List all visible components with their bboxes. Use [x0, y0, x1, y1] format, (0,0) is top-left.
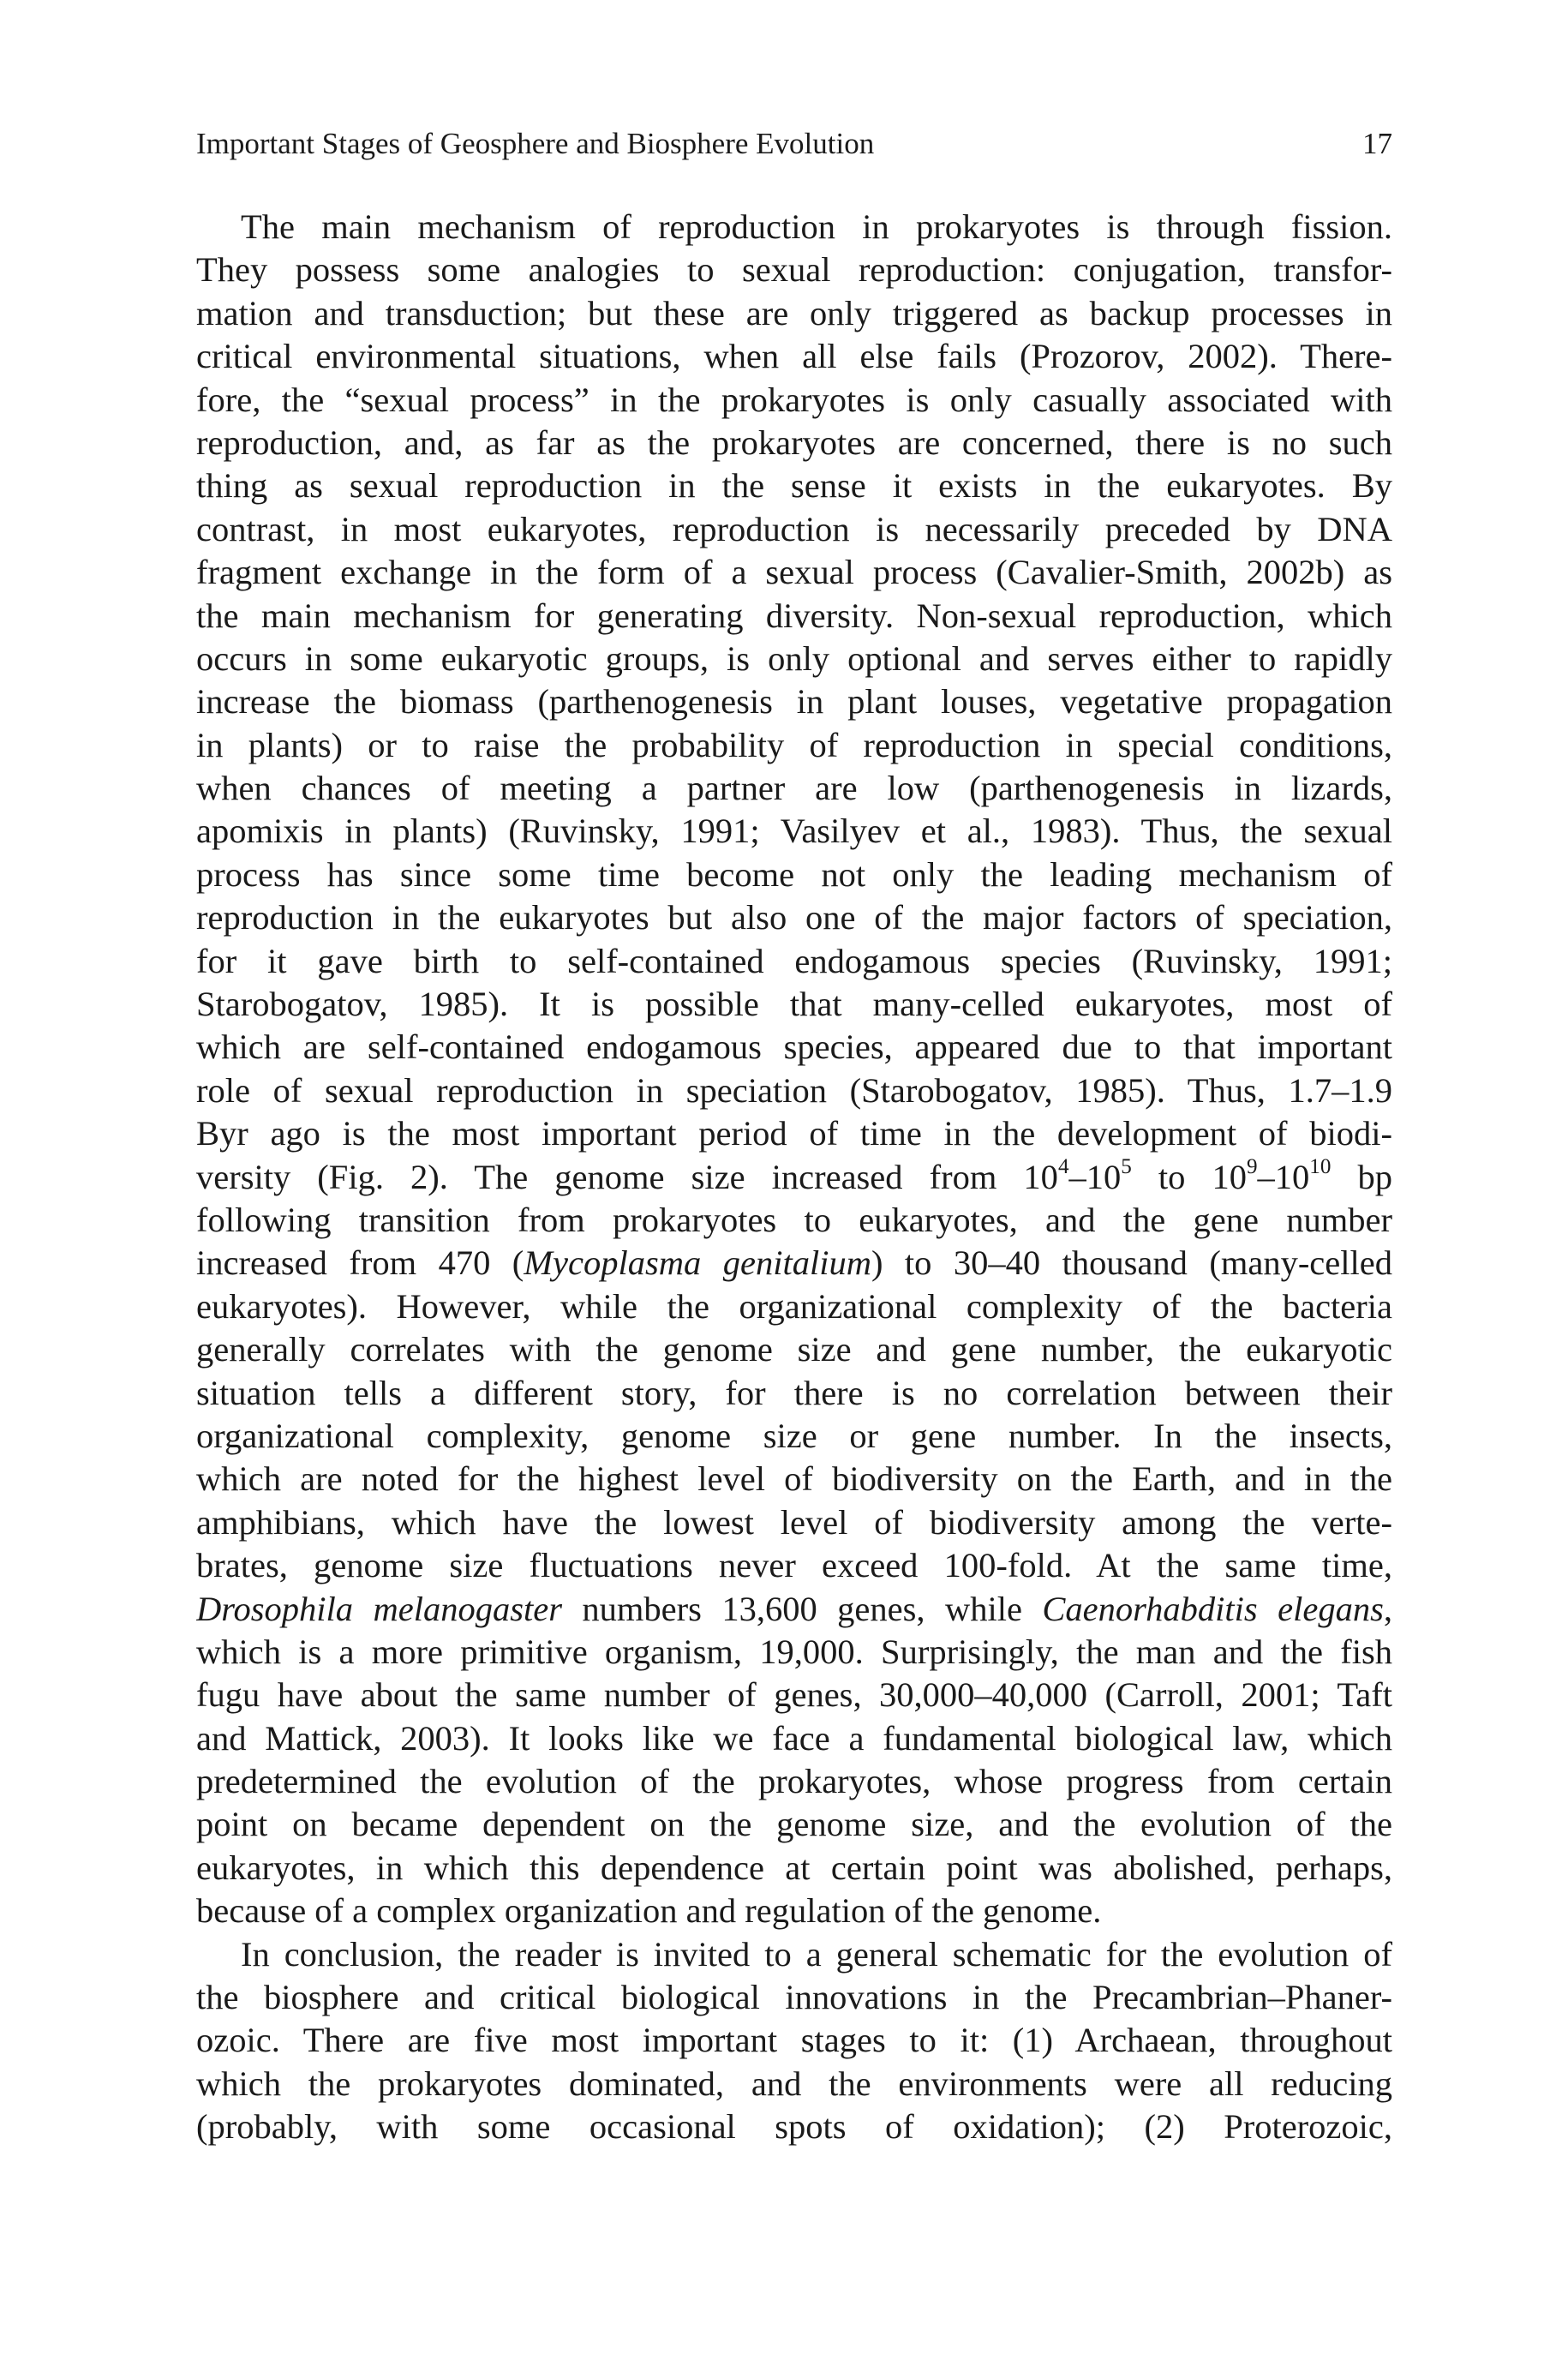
text-line: which are noted for the highest level of biodiversity on the Earth, and in the [196, 1459, 1392, 1499]
text-line: The main mechanism of reproduction in prokaryotes is through fission. [241, 207, 1392, 246]
text-line: when chances of meeting a partner are low (parthenogenesis in lizards, [196, 769, 1392, 808]
line-segment: –10 [1068, 1157, 1122, 1196]
text-line: apomixis in plants) (Ruvinsky, 1991; Vasilyev et al., 1983). Thus, the sexual [196, 812, 1392, 851]
text-line: In conclusion, the reader is invited to a general schematic for the evolution of [241, 1934, 1392, 1974]
text-line: which is a more primitive organism, 19,000. Surprisingly, the man and the fish [196, 1632, 1392, 1671]
text-line: amphibians, which have the lowest level of biodiversity among the verte- [196, 1502, 1392, 1542]
text-line: fugu have about the same number of genes, 30,000–40,000 (Carroll, 2001; Taft [196, 1675, 1392, 1715]
text-line: role of sexual reproduction in speciation (Starobogatov, 1985). Thus, 1.7–1.9 [196, 1070, 1392, 1110]
text-line: generally correlates with the genome size and gene number, the eukaryotic [196, 1330, 1392, 1369]
text-line: point on became dependent on the genome size, and the evolution of the [196, 1805, 1392, 1844]
superscript: 10 [1309, 1155, 1332, 1178]
text-line: for it gave birth to self-contained endogamous species (Ruvinsky, 1991; [196, 941, 1392, 980]
paragraph-end-line: because of a complex organization and regulation of the genome. [196, 1891, 1102, 1931]
text-line: the biosphere and critical biological innovations in the Precambrian–Phaner- [196, 1978, 1392, 2017]
text-line: and Mattick, 2003). It looks like we face a fundamental biological law, which [196, 1718, 1392, 1758]
text-line: which the prokaryotes dominated, and the environments were all reducing [196, 2064, 1392, 2103]
text-line: reproduction in the eukaryotes but also one of the major factors of speciation, [196, 898, 1392, 937]
text-line: occurs in some eukaryotic groups, is only optional and serves either to rapidly [196, 638, 1392, 678]
text-line: eukaryotes, in which this dependence at certain point was abolished, perhaps, [196, 1848, 1392, 1887]
species-name: Drosophila melanogaster [196, 1589, 562, 1628]
text-line: following transition from prokaryotes to eukaryotes, and the gene number [196, 1200, 1392, 1239]
text-line: Byr ago is the most important period of time in the development of biodi- [196, 1114, 1392, 1153]
text-line-species [196, 1588, 1392, 1631]
text-line: ozoic. There are five most important stages to it: (1) Archaean, throughout [196, 2021, 1392, 2060]
text-line: situation tells a different story, for there is no correlation between their [196, 1373, 1392, 1412]
body-text [196, 206, 1392, 2149]
line-segment: –10 [1257, 1157, 1310, 1196]
text-line: critical environmental situations, when all else fails (Prozorov, 2002). There- [196, 337, 1392, 376]
text-line-genome-size [196, 1156, 1392, 1199]
text-line: predetermined the evolution of the prokaryotes, whose progress from certain [196, 1762, 1392, 1801]
text-line: fore, the “sexual process” in the prokaryotes is only casually associated with [196, 380, 1392, 419]
text-line: the main mechanism for generating diversity. Non-sexual reproduction, which [196, 596, 1392, 635]
text-line-gene-number [196, 1242, 1392, 1285]
text-line: mation and transduction; but these are only triggered as backup processes in [196, 293, 1392, 332]
text-line: Starobogatov, 1985). It is possible that many-celled eukaryotes, most of [196, 985, 1392, 1024]
page-number: 17 [1362, 127, 1392, 160]
text-line: (probably, with some occasional spots of oxidation); (2) Proterozoic, [196, 2107, 1392, 2147]
superscript: 4 [1057, 1155, 1069, 1178]
line-segment: numbers 13,600 genes, while [561, 1589, 1043, 1628]
line-segment: to 10 [1131, 1157, 1247, 1196]
line-segment: ) to 30–40 thousand (many-celled [871, 1243, 1392, 1283]
text-line: reproduction, and, as far as the prokaryotes are concerned, there is no such [196, 422, 1392, 462]
text-line: increase the biomass (parthenogenesis in plant louses, vegetative propagation [196, 682, 1392, 722]
text-line: brates, genome size fluctuations never exceed 100-fold. At the same time, [196, 1546, 1392, 1585]
superscript: 5 [1121, 1155, 1132, 1178]
text-line: They possess some analogies to sexual reproduction: conjugation, transfor- [196, 250, 1392, 290]
line-segment: bp [1331, 1157, 1392, 1196]
running-title: Important Stages of Geosphere and Biosphere Evolution [196, 127, 875, 160]
species-name: Caenorhabditis elegans [1042, 1589, 1384, 1628]
text-line: in plants) or to raise the probability of reproduction in special conditions, [196, 725, 1392, 764]
text-line: organizational complexity, genome size or gene number. In the insects, [196, 1416, 1392, 1455]
text-line: which are self-contained endogamous species, appeared due to that important [196, 1027, 1392, 1067]
line-segment: , [1383, 1589, 1392, 1628]
text-line: fragment exchange in the form of a sexual process (Cavalier-Smith, 2002b) as [196, 553, 1392, 592]
line-segment: versity (Fig. 2). The genome size increased from 10 [196, 1157, 1058, 1196]
text-line: thing as sexual reproduction in the sense it exists in the eukaryotes. By [196, 466, 1392, 506]
line-segment: increased from 470 ( [196, 1243, 524, 1283]
species-name: Mycoplasma genitalium [524, 1243, 871, 1283]
text-line: process has since some time become not only the leading mechanism of [196, 854, 1392, 894]
superscript: 9 [1246, 1155, 1258, 1178]
text-line: contrast, in most eukaryotes, reproduction is necessarily preceded by DNA [196, 509, 1392, 548]
text-line: eukaryotes). However, while the organizational complexity of the bacteria [196, 1286, 1392, 1326]
running-head [196, 125, 1392, 163]
